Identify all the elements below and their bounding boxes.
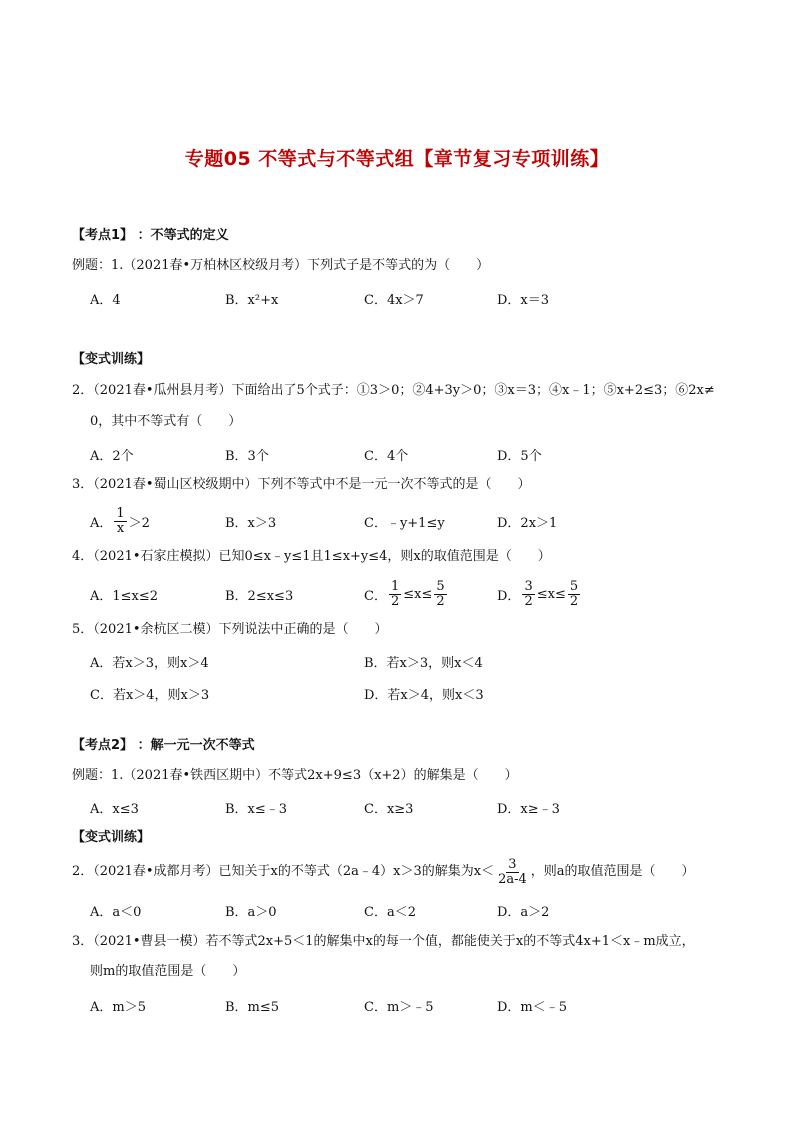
option-c: C．若x＞4，则x＞3: [90, 687, 210, 703]
sec1-q2-line1: 2．（2021春•瓜州县月考）下面给出了5个式子：①3＞0；②4+3y＞0；③x＝3；④x﹣1；⑤x+2≤3；⑥2x≠: [72, 383, 715, 398]
option-b: B．x＞3: [225, 515, 277, 531]
option-d: D．若x＞4，则x＜3: [364, 687, 484, 703]
option-a: A．4: [90, 292, 121, 308]
option-d: D． $\frac{3}{2}$ ≤x≤ $\frac{5}{2}$: [497, 578, 579, 609]
section-1-header: 【考点1】 ：不等式的定义: [72, 228, 229, 243]
option-d: D．m＜﹣5: [497, 999, 568, 1015]
option-a: A．若x＞3，则x＞4: [90, 655, 209, 671]
option-c: C．m＞﹣5: [364, 999, 434, 1015]
sec1-q5: 5．（2021•余杭区二模）下列说法中正确的是（ ）: [72, 622, 388, 637]
fraction: $\frac{1}{x}$: [116, 505, 125, 536]
sec1-q4: 4．（2021•石家庄模拟）已知0≤x﹣y≤1且1≤x+y≤4，则x的取值范围是（ ）: [72, 549, 551, 564]
option-c: C． $\frac{1}{2}$ ≤x≤ $\frac{5}{2}$: [364, 578, 445, 609]
option-d: D．x＝3: [497, 292, 550, 308]
option-a: A．x≤3: [90, 801, 139, 817]
option-b: B．2≤x≤3: [225, 588, 294, 604]
page-title: 专题05 不等式与不等式组【章节复习专项训练】: [184, 148, 610, 170]
option-b: B．a＞0: [225, 904, 277, 920]
option-a: A． $\frac{1}{x}$ ＞2: [90, 505, 150, 536]
option-a: A．a＜0: [90, 904, 142, 920]
option-c: C．﹣y+1≤y: [364, 515, 445, 531]
option-a: A．2个: [90, 448, 134, 464]
option-d: D．2x＞1: [497, 515, 558, 531]
sec2-q2: 2．（2021春•成都月考）已知关于x的不等式（2a﹣4）x＞3的解集为x＜ $\frac{3}{2a-4}$ ，则a的取值范围是（ ）: [72, 856, 695, 887]
variant-header-1: 【变式训练】: [72, 352, 151, 367]
option-c: C．4x＞7: [364, 292, 424, 308]
sec1-q2-line2: 0，其中不等式有（ ）: [90, 414, 242, 429]
sec1-example: 例题：1.（2021春•万柏林区校级月考）下列式子是不等式的为（ ）: [72, 258, 490, 273]
fraction: $\frac{5}{2}$: [436, 578, 445, 609]
sec1-q3: 3．（2021春•蜀山区校级期中）下列不等式中不是一元一次不等式的是（ ）: [72, 477, 531, 492]
option-d: D．x≥﹣3: [497, 801, 560, 817]
option-c: C．4个: [364, 448, 409, 464]
option-b: B．x²+x: [225, 292, 279, 308]
option-b: B．x≤﹣3: [225, 801, 288, 817]
section-2-header: 【考点2】 ：解一元一次不等式: [72, 738, 255, 753]
option-a: A．1≤x≤2: [90, 588, 159, 604]
fraction: $\frac{3}{2}$: [524, 578, 533, 609]
sec2-q3-line1: 3．（2021•曹县一模）若不等式2x+5＜1的解集中x的每一个值，都能使关于x的不等式4x+1＜x﹣m成立，: [72, 934, 695, 949]
option-d: D．5个: [497, 448, 542, 464]
option-d: D．a＞2: [497, 904, 550, 920]
sec2-q3-line2: 则m的取值范围是（ ）: [90, 964, 246, 979]
option-a: A．m＞5: [90, 999, 146, 1015]
option-b: B．3个: [225, 448, 269, 464]
variant-header-2: 【变式训练】: [72, 830, 151, 845]
fraction: $\frac{5}{2}$: [569, 578, 579, 609]
fraction: $\frac{3}{2a-4}$: [498, 856, 527, 887]
fraction: $\frac{1}{2}$: [390, 578, 400, 609]
option-b: B．若x＞3，则x＜4: [364, 655, 483, 671]
option-c: C．a＜2: [364, 904, 416, 920]
option-b: B．m≤5: [225, 999, 280, 1015]
option-c: C．x≥3: [364, 801, 414, 817]
sec2-example: 例题：1.（2021春•铁西区期中）不等式2x+9≤3（x+2）的解集是（ ）: [72, 768, 518, 783]
